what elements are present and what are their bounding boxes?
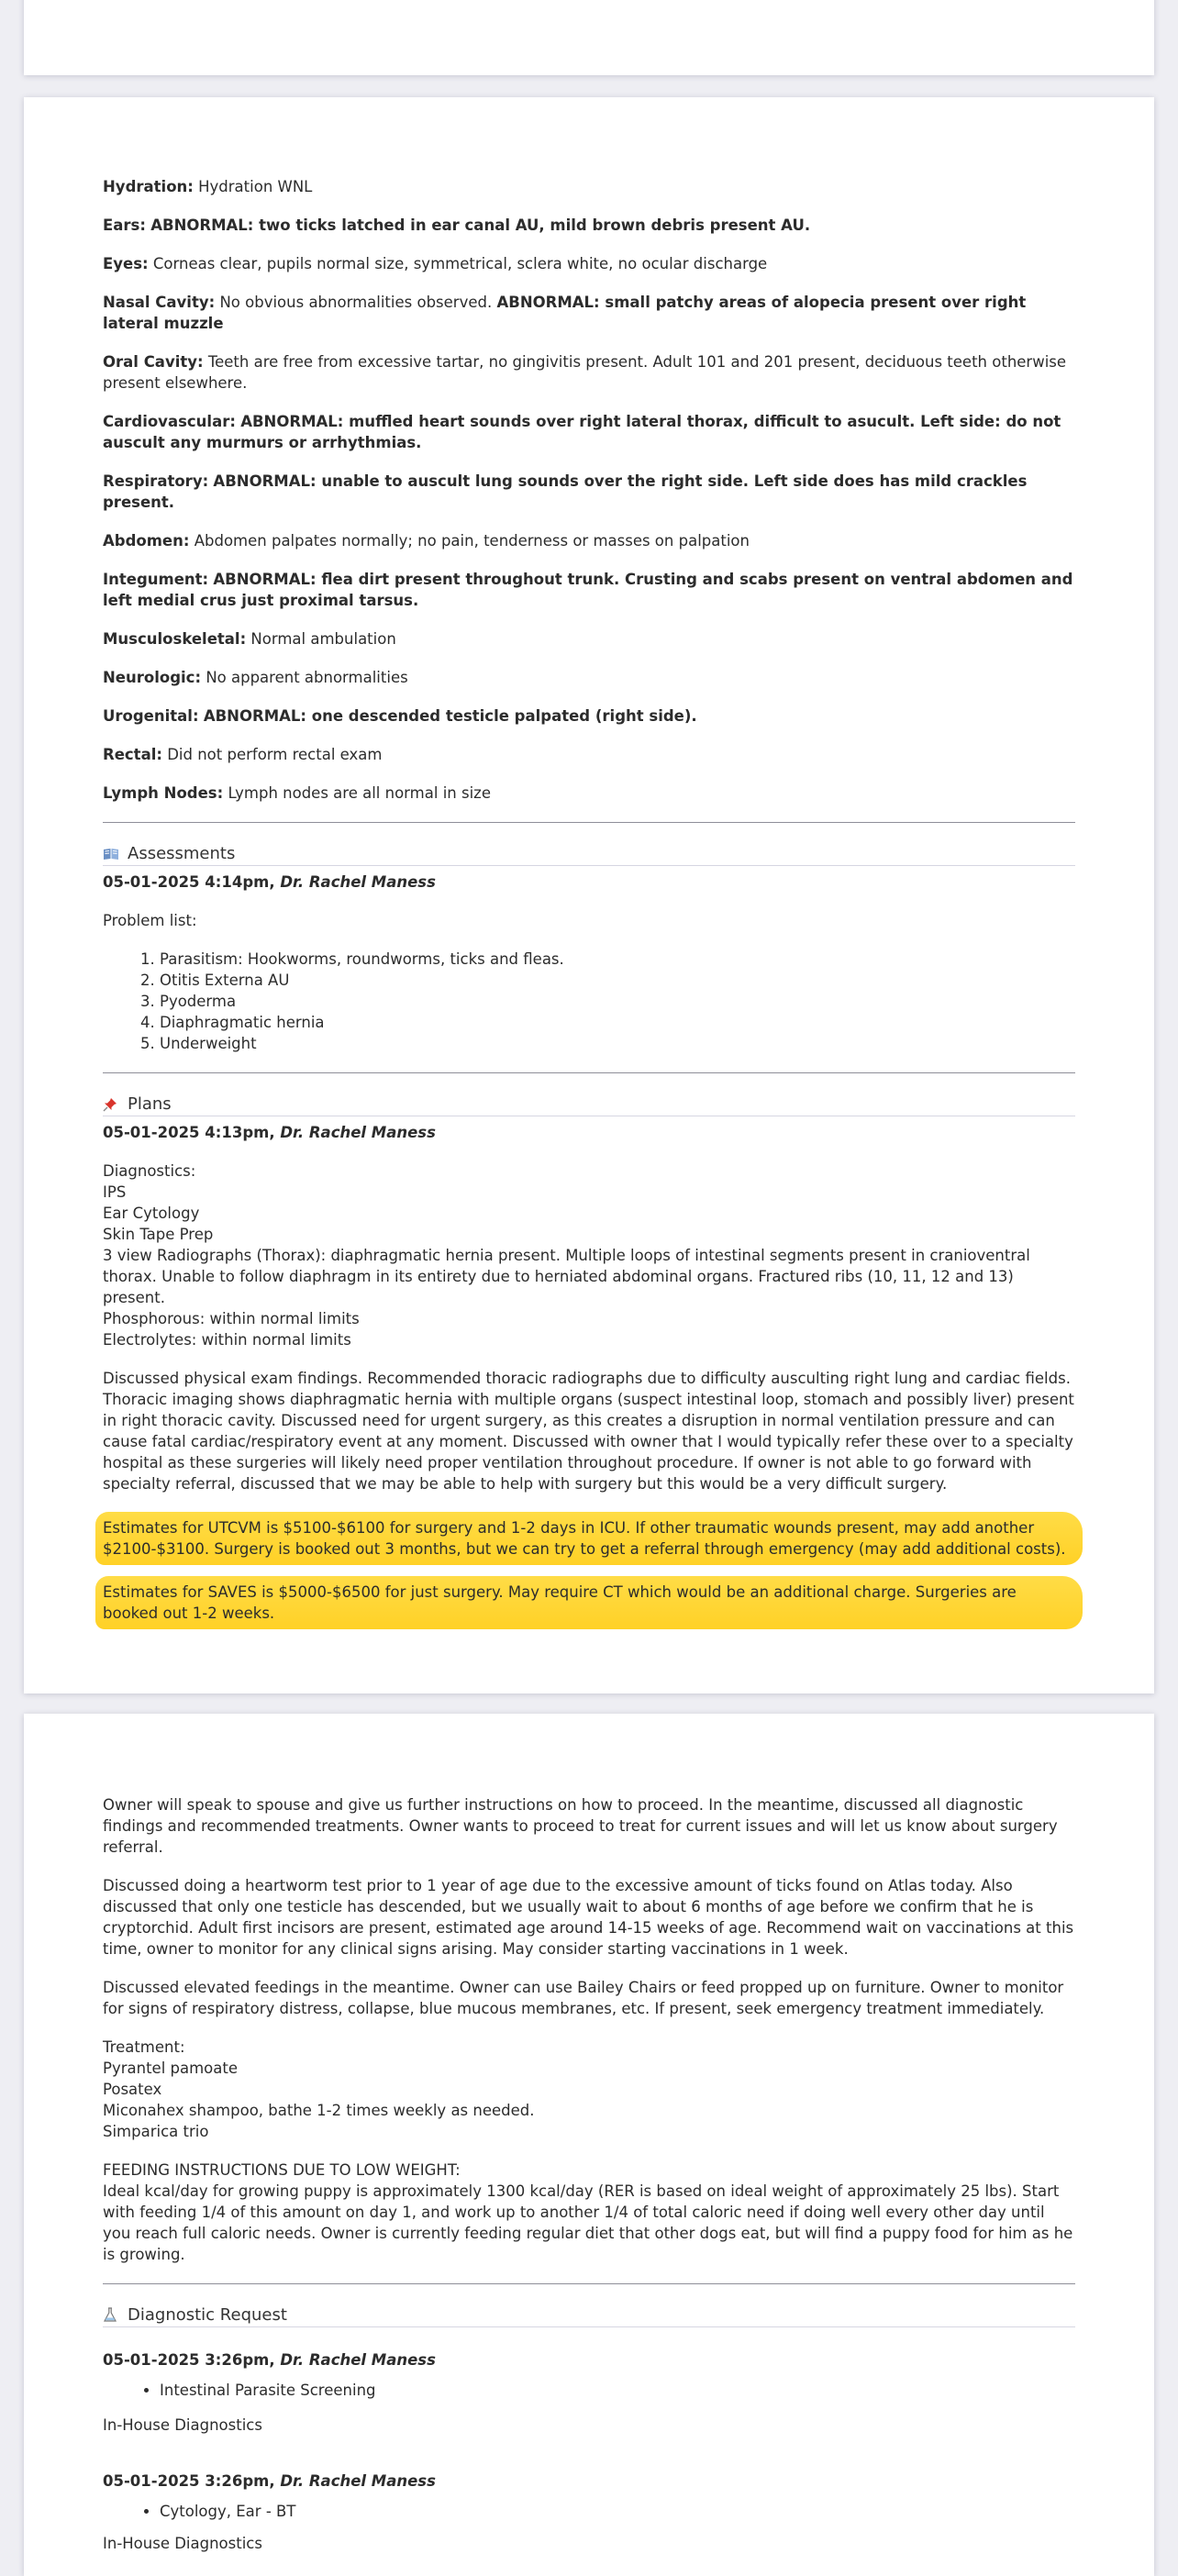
highlighted-estimate-saves: Estimates for SAVES is $5000-$6500 for just surgery. May require CT which would be an additional charge. Surgeries are booked out 1-2 weeks. <box>95 1576 1083 1629</box>
list-item: 1. Parasitism: Hookworms, roundworms, ticks and fleas. <box>160 949 1075 970</box>
physical-exam-findings <box>103 176 1075 804</box>
exam-oral-cavity: Oral Cavity: Teeth are free from excessive tartar, no gingivitis present. Adult 101 and 201 present, deciduous teeth otherwise present elsewhere. <box>103 353 1067 392</box>
diagnostic-items <box>103 2380 1075 2401</box>
page-3-content <box>103 1794 1075 2571</box>
list-item: Skin Tape Prep <box>103 1226 214 1243</box>
exam-lymph-nodes: Lymph Nodes: Lymph nodes are all normal in size <box>103 784 491 802</box>
exam-ears: Ears: ABNORMAL: two ticks latched in ear canal AU, mild brown debris present AU. <box>103 217 811 234</box>
list-item: 3. Pyoderma <box>160 991 1075 1012</box>
flask-icon <box>103 2307 119 2324</box>
diagnostic-timestamp: 05-01-2025 3:26pm, Dr. Rachel Maness <box>103 2351 436 2369</box>
document-page-3 <box>24 1714 1154 2576</box>
feeding-heading: FEEDING INSTRUCTIONS DUE TO LOW WEIGHT: <box>103 2161 461 2179</box>
diagnostics-list <box>103 1160 1075 1350</box>
list-item: • Intestinal Parasite Screening <box>160 2380 1075 2401</box>
highlighted-estimate-utcvm: Estimates for UTCVM is $5100-$6100 for surgery and 1-2 days in ICU. If other traumatic wounds present, may add another $2100-$3100. Surgery is booked out 3 months, but we can try to get a referral through emergency (may add additional costs). <box>95 1512 1083 1565</box>
list-item: IPS <box>103 1183 127 1201</box>
diagnostic-request-entry <box>103 2471 1075 2554</box>
owner-followup-paragraph: Owner will speak to spouse and give us further instructions on how to proceed. In the meantime, discussed all diagnostic findings and recommended treatments. Owner wants to proceed to treat for current issues and will let us know about surgery referral. <box>103 1796 1058 1856</box>
feeding-text: Ideal kcal/day for growing puppy is approximately 1300 kcal/day (RER is based on ideal weight of approximately 25 lbs). Start with feeding 1/4 of this amount on day 1, and work up to another 1/4 of total caloric need if doing well every other day until you reach full caloric needs. Owner is currently feeding regular diet that other dogs eat, but will find a puppy food for him as he is growing. <box>103 2182 1073 2263</box>
discussion-paragraph: Discussed physical exam findings. Recommended thoracic radiographs due to difficulty ausculting right lung and cardiac fields. Thoracic imaging shows diaphragmatic hernia with multiple organs (suspect intestinal loop, stomach and possibly liver) present in right thoracic cavity. Discussed need for urgent surgery, as this creates a disruption in normal ventilation pressure and can cause fatal cardiac/respiratory event at any moment. Discussed with owner that I would typically refer these over to a specialty hospital as these surgeries will likely need proper ventilation throughout procedure. If owner is not able to go forward with specialty referral, discussed that we may be able to help with surgery but this would be a very difficult surgery. <box>103 1370 1074 1493</box>
exam-respiratory: Respiratory: ABNORMAL: unable to auscult lung sounds over the right side. Left side does has mild crackles present. <box>103 472 1028 511</box>
list-item: Ear Cytology <box>103 1205 200 1222</box>
assessments-title: Assessments <box>128 844 236 863</box>
document-page-1 <box>24 0 1154 75</box>
list-item: Pyrantel pamoate <box>103 2060 239 2077</box>
list-item: 4. Diaphragmatic hernia <box>160 1012 1075 1033</box>
list-item: • Cytology, Ear - BT <box>160 2501 1075 2522</box>
feedings-paragraph: Discussed elevated feedings in the meantime. Owner can use Bailey Chairs or feed propped up on furniture. Owner to monitor for signs of respiratory distress, collapse, blue mucous membranes, etc. If present, seek emergency treatment immediately. <box>103 1979 1064 2017</box>
list-item: 5. Underweight <box>160 1033 1075 1054</box>
diagnostic-category: In-House Diagnostics <box>103 2416 262 2434</box>
diagnostic-request-entry <box>103 2349 1075 2436</box>
problem-list-label: Problem list: <box>103 912 197 929</box>
exam-musculoskeletal: Musculoskeletal: Normal ambulation <box>103 630 396 648</box>
section-divider <box>103 2283 1075 2284</box>
diagnostic-items <box>103 2501 1075 2522</box>
treatment-heading: Treatment: <box>103 2038 185 2056</box>
exam-nasal-cavity: Nasal Cavity: No obvious abnormalities observed. ABNORMAL: small patchy areas of alopecia present over right lateral muzzle <box>103 294 1027 332</box>
feeding-instructions <box>103 2160 1075 2265</box>
problem-list <box>103 949 1075 1054</box>
document-page-2 <box>24 97 1154 1693</box>
assessments-header <box>103 843 1075 866</box>
exam-hydration: Hydration: Hydration WNL <box>103 178 313 195</box>
diagnostic-request-header <box>103 2304 1075 2327</box>
list-item: Miconahex shampoo, bathe 1-2 times weekly as needed. <box>103 2102 535 2119</box>
diagnostic-timestamp: 05-01-2025 3:26pm, Dr. Rachel Maness <box>103 2472 436 2490</box>
section-divider <box>103 822 1075 823</box>
list-item: 2. Otitis Externa AU <box>160 970 1075 991</box>
diagnostic-category: In-House Diagnostics <box>103 2535 262 2552</box>
list-item: Electrolytes: within normal limits <box>103 1331 351 1349</box>
diagnostics-heading: Diagnostics: <box>103 1162 196 1180</box>
exam-abdomen: Abdomen: Abdomen palpates normally; no pain, tenderness or masses on palpation <box>103 532 750 550</box>
page-2-content <box>103 176 1075 1647</box>
list-item: 3 view Radiographs (Thorax): diaphragmatic hernia present. Multiple loops of intestinal segments present in cranioventral thorax. Unable to follow diaphragm in its entirety due to herniated abdominal organs. Fractured ribs (10, 11, 12 and 13) present. <box>103 1247 1030 1306</box>
book-icon <box>103 846 119 862</box>
plans-header <box>103 1094 1075 1116</box>
pushpin-icon <box>103 1096 119 1113</box>
list-item: Phosphorous: within normal limits <box>103 1310 360 1327</box>
exam-cardiovascular: Cardiovascular: ABNORMAL: muffled heart sounds over right lateral thorax, difficult to asucult. Left side: do not auscult any murmurs or arrhythmias. <box>103 413 1061 451</box>
exam-integument: Integument: ABNORMAL: flea dirt present throughout trunk. Crusting and scabs present on ventral abdomen and left medial crus just proximal tarsus. <box>103 571 1073 609</box>
plans-timestamp: 05-01-2025 4:13pm, Dr. Rachel Maness <box>103 1124 436 1141</box>
list-item: Posatex <box>103 2081 162 2098</box>
heartworm-paragraph: Discussed doing a heartworm test prior to 1 year of age due to the excessive amount of ticks found on Atlas today. Also discussed that only one testicle has descended, but we usually wait to about 6 months of age before we confirm that he is cryptorchid. Adult first incisors are present, estimated age around 14-15 weeks of age. Recommend wait on vaccinations at this time, owner to monitor for any clinical signs arising. May consider starting vaccinations in 1 week. <box>103 1877 1074 1958</box>
diagnostic-request-title: Diagnostic Request <box>128 2305 287 2325</box>
exam-urogenital: Urogenital: ABNORMAL: one descended testicle palpated (right side). <box>103 707 697 725</box>
treatment-list <box>103 2037 1075 2142</box>
assessments-timestamp: 05-01-2025 4:14pm, Dr. Rachel Maness <box>103 873 436 891</box>
list-item: Simparica trio <box>103 2123 209 2140</box>
exam-eyes: Eyes: Corneas clear, pupils normal size, symmetrical, sclera white, no ocular discharge <box>103 255 768 272</box>
exam-rectal: Rectal: Did not perform rectal exam <box>103 746 383 763</box>
section-divider <box>103 1072 1075 1073</box>
plans-title: Plans <box>128 1094 172 1114</box>
exam-neurologic: Neurologic: No apparent abnormalities <box>103 669 408 686</box>
